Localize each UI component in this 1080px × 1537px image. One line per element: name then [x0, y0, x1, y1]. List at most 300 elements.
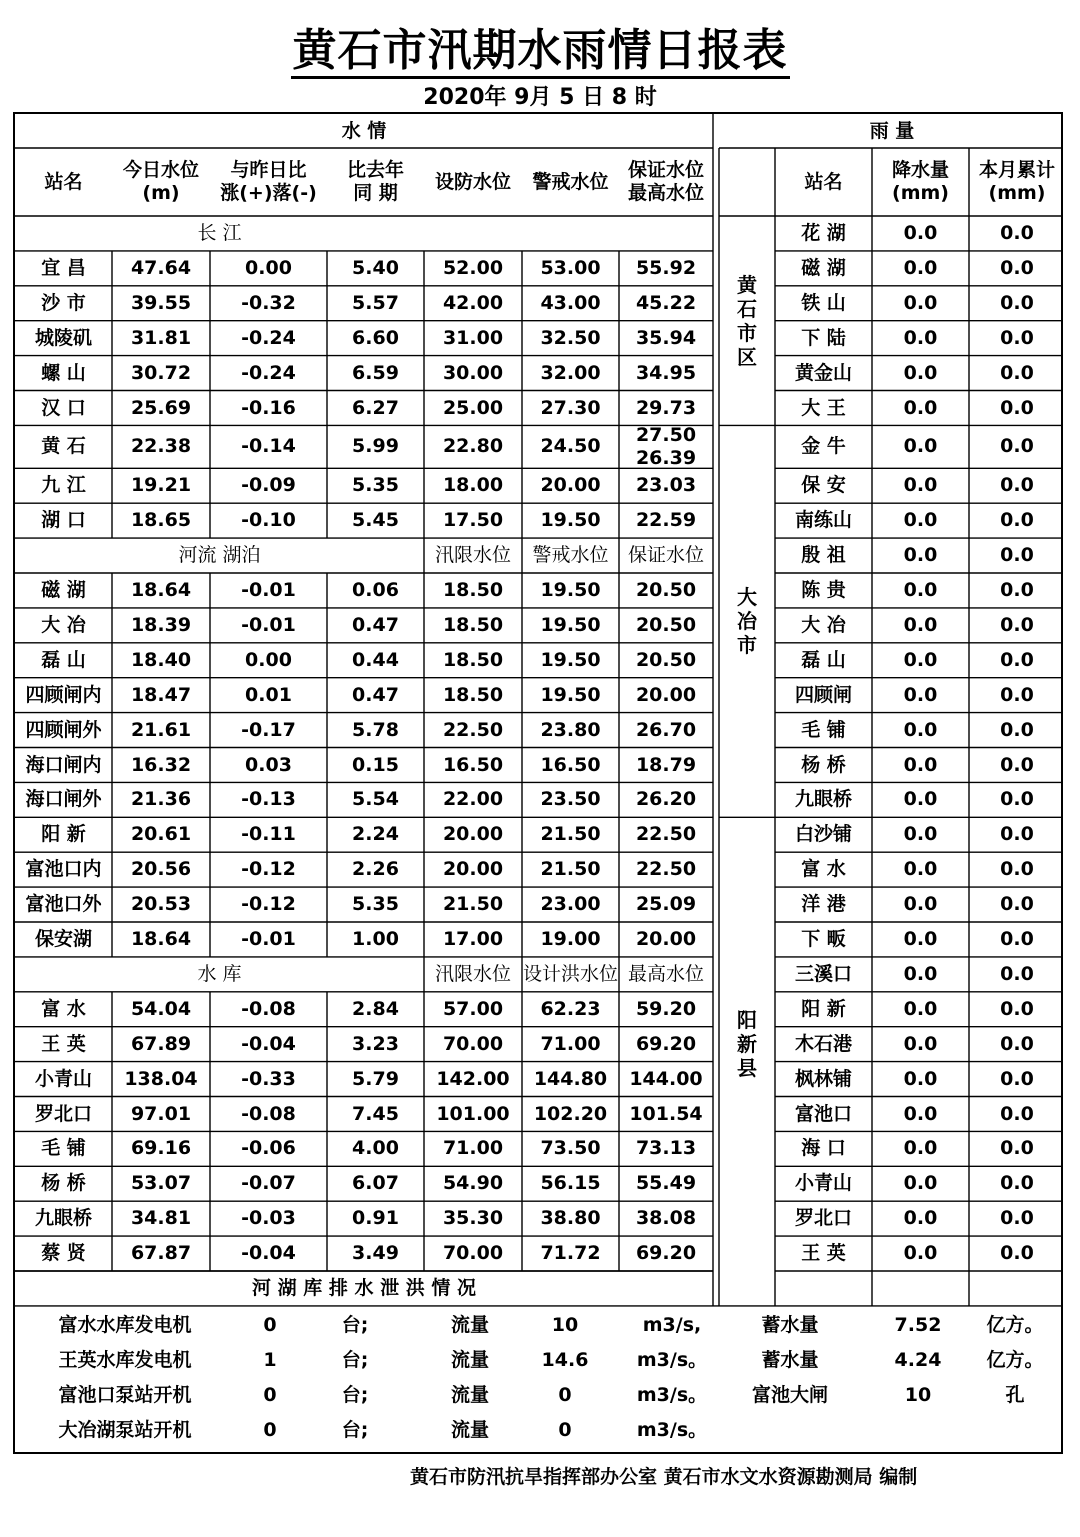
water-value: 1.00 [352, 928, 399, 951]
water-value: 22.38 [130, 435, 192, 458]
water-group-col-header: 汛限水位 [434, 962, 511, 985]
water-value: -0.12 [241, 858, 296, 881]
water-value: 71.72 [540, 1242, 601, 1265]
water-value: 6.07 [352, 1172, 399, 1195]
discharge-value: 0 [558, 1383, 572, 1406]
water-value: -0.24 [241, 326, 296, 349]
rain-value: 0.0 [1000, 1242, 1034, 1265]
water-value: 17.00 [442, 928, 504, 951]
water-col-header: 站名 [44, 170, 83, 193]
water-value: 19.50 [540, 648, 601, 671]
water-value: 16.32 [130, 753, 192, 776]
rain-col-header: 站名 [804, 170, 843, 193]
rain-value: 0.0 [903, 361, 938, 384]
station-name: 宜 昌 [41, 256, 86, 279]
water-value: -0.24 [241, 361, 296, 384]
rain-station-name: 下 畈 [801, 928, 846, 951]
discharge-value: 流量 [450, 1313, 489, 1336]
rain-section-header: 雨 量 [869, 119, 915, 142]
water-value: 19.50 [540, 683, 601, 706]
water-value: 7.45 [352, 1102, 399, 1125]
water-value: 27.30 [540, 396, 601, 419]
rain-station-name: 保 安 [801, 474, 846, 497]
cell-line: 降水量 [891, 159, 949, 182]
water-value: 38.80 [540, 1207, 601, 1230]
cell-line: 27.50 [635, 424, 697, 447]
water-group-label: 长 江 [197, 222, 242, 245]
water-value: 0.06 [352, 579, 399, 602]
water-value: -0.08 [241, 1102, 296, 1125]
water-value: -0.03 [241, 1207, 296, 1230]
rain-value: 0.0 [903, 435, 938, 458]
rain-value: 0.0 [903, 1102, 938, 1125]
water-value: 73.13 [635, 1137, 697, 1160]
rain-station-name: 小青山 [794, 1172, 852, 1195]
rain-station-name: 毛 铺 [801, 718, 846, 741]
discharge-value: 台; [341, 1348, 369, 1371]
water-value: 19.50 [540, 613, 601, 636]
station-name: 海口闸外 [25, 788, 102, 811]
report-title-text: 黄石市汛期水雨情日报表 [291, 25, 790, 79]
water-value: 18.50 [442, 613, 504, 636]
water-value: 20.61 [130, 823, 192, 846]
rain-value: 0.0 [903, 823, 938, 846]
rain-value: 0.0 [1000, 753, 1034, 776]
rain-value: 0.0 [903, 753, 938, 776]
rain-value: 0.0 [1000, 788, 1034, 811]
water-value: 57.00 [442, 997, 504, 1020]
rain-value: 0.0 [1000, 256, 1034, 279]
rain-station-name: 三溪口 [794, 962, 852, 985]
rain-value: 0.0 [1000, 997, 1034, 1020]
rain-station-name: 阳 新 [801, 997, 846, 1020]
water-value: -0.33 [241, 1067, 296, 1090]
water-value: 0.44 [352, 648, 399, 671]
water-value: 0.01 [245, 683, 292, 706]
discharge-value: 蓄水量 [761, 1348, 819, 1371]
water-value: 34.95 [635, 361, 697, 384]
water-value: 18.50 [442, 683, 504, 706]
rain-value: 0.0 [903, 1137, 938, 1160]
water-value: 142.00 [436, 1067, 510, 1090]
region-char: 县 [737, 1056, 757, 1081]
rain-value: 0.0 [1000, 858, 1034, 881]
water-value: 5.40 [352, 256, 399, 279]
rain-value: 0.0 [903, 396, 938, 419]
station-name: 富池口内 [25, 858, 102, 881]
water-value: 3.23 [352, 1032, 399, 1055]
water-value: -0.08 [241, 997, 296, 1020]
cell-line: 与昨日比 [230, 159, 307, 182]
water-value: 0.00 [245, 648, 292, 671]
station-name: 小青山 [34, 1067, 92, 1090]
discharge-value: 王英水库发电机 [58, 1348, 192, 1371]
water-value: 6.27 [352, 396, 399, 419]
station-name: 汉 口 [41, 396, 86, 419]
rain-col-header [969, 148, 1065, 216]
rain-station-name: 金 牛 [801, 435, 846, 458]
water-value: 138.04 [124, 1067, 198, 1090]
cell-line: 最高水位 [627, 182, 704, 204]
water-value: 67.87 [130, 1242, 192, 1265]
discharge-value: 富池口泵站开机 [58, 1383, 192, 1406]
water-value: 20.50 [635, 579, 697, 602]
water-value: -0.04 [241, 1032, 296, 1055]
water-value: -0.01 [241, 928, 296, 951]
water-value: 53.00 [540, 256, 601, 279]
water-value: 70.00 [442, 1032, 504, 1055]
water-col-header [210, 148, 327, 216]
water-value: 0.47 [352, 613, 399, 636]
rain-value: 0.0 [1000, 1137, 1034, 1160]
water-value: 54.90 [442, 1172, 504, 1195]
report-table [13, 112, 1063, 1454]
discharge-value: 7.52 [894, 1313, 942, 1336]
region-char: 大 [737, 585, 757, 610]
rain-station-name: 富池口 [794, 1102, 852, 1125]
discharge-value: 0 [263, 1418, 277, 1441]
region-char: 市 [737, 320, 757, 345]
water-value: 3.49 [352, 1242, 399, 1265]
rain-value: 0.0 [1000, 361, 1034, 384]
water-value: 23.80 [540, 718, 601, 741]
water-value: 21.50 [540, 823, 601, 846]
water-value: 18.50 [442, 579, 504, 602]
water-value: 5.35 [352, 474, 399, 497]
cell-line: 今日水位 [122, 159, 199, 182]
station-name: 富 水 [41, 997, 86, 1020]
cell-line: 涨(+)落(-) [220, 182, 317, 204]
water-value: -0.10 [241, 509, 296, 532]
rain-value: 0.0 [1000, 326, 1034, 349]
station-name: 杨 桥 [41, 1172, 86, 1195]
rain-value: 0.0 [903, 1207, 938, 1230]
water-group-col-header: 保证水位 [627, 544, 704, 567]
rain-value: 0.0 [1000, 435, 1034, 458]
rain-value: 0.0 [903, 858, 938, 881]
rain-value: 0.0 [903, 962, 938, 985]
rain-value: 0.0 [1000, 893, 1034, 916]
water-value: 2.84 [352, 997, 399, 1020]
rain-station-name: 殷 祖 [801, 544, 846, 567]
water-value: -0.16 [241, 396, 296, 419]
discharge-value: 1 [263, 1348, 277, 1371]
station-name: 四顾闸外 [25, 718, 102, 741]
water-value: 6.59 [352, 361, 399, 384]
water-value: 31.81 [130, 326, 192, 349]
discharge-value: m3/s。 [636, 1383, 708, 1406]
rain-value: 0.0 [903, 1032, 938, 1055]
rain-region-label [719, 216, 775, 425]
water-value: 5.78 [352, 718, 399, 741]
rain-station-name: 九眼桥 [794, 788, 852, 811]
water-value: 18.79 [635, 753, 697, 776]
water-value: 25.00 [442, 396, 504, 419]
rain-station-name: 大 王 [801, 396, 846, 419]
rain-value: 0.0 [903, 718, 938, 741]
region-char: 冶 [737, 609, 757, 634]
water-col-header [619, 148, 713, 216]
water-value: -0.11 [241, 823, 296, 846]
rain-station-name: 洋 港 [801, 893, 846, 916]
station-name: 大 冶 [41, 613, 86, 636]
discharge-value: 流量 [450, 1348, 489, 1371]
water-value: 24.50 [540, 435, 601, 458]
water-value: -0.09 [241, 474, 296, 497]
discharge-value: 0 [263, 1383, 277, 1406]
water-value: -0.07 [241, 1172, 296, 1195]
rain-value: 0.0 [903, 509, 938, 532]
water-value: 42.00 [442, 291, 504, 314]
discharge-value: 亿方。 [986, 1348, 1044, 1371]
station-name: 王 英 [41, 1032, 86, 1055]
water-value: -0.12 [241, 893, 296, 916]
water-value: 62.23 [540, 997, 601, 1020]
rain-station-name: 杨 桥 [801, 753, 846, 776]
water-value: 18.65 [130, 509, 192, 532]
water-value: 22.00 [442, 788, 504, 811]
discharge-value: 4.24 [894, 1348, 942, 1371]
water-value: 22.59 [635, 509, 697, 532]
station-name: 阳 新 [41, 823, 86, 846]
water-value: 35.94 [635, 326, 697, 349]
water-value: 22.80 [442, 435, 504, 458]
rain-station-name: 富 水 [801, 858, 846, 881]
station-name: 黄 石 [41, 435, 86, 458]
water-value: 71.00 [442, 1137, 504, 1160]
water-value: 5.35 [352, 893, 399, 916]
water-value: 22.50 [635, 858, 697, 881]
water-value: 70.00 [442, 1242, 504, 1265]
rain-value: 0.0 [1000, 683, 1034, 706]
discharge-value: m3/s, [642, 1313, 702, 1336]
water-value: 0.03 [245, 753, 292, 776]
rain-value: 0.0 [1000, 1207, 1034, 1230]
discharge-value: m3/s。 [636, 1348, 708, 1371]
discharge-value: 10 [551, 1313, 579, 1336]
station-name: 保安湖 [34, 928, 92, 951]
rain-value: 0.0 [903, 893, 938, 916]
water-value: 20.00 [442, 823, 504, 846]
water-value: 18.39 [130, 613, 192, 636]
water-value: 67.89 [130, 1032, 192, 1055]
water-value: 6.60 [352, 326, 399, 349]
rain-value: 0.0 [903, 326, 938, 349]
region-char: 区 [737, 344, 757, 369]
cell-line: (mm) [892, 182, 949, 204]
water-value: 20.50 [635, 613, 697, 636]
water-value: 69.20 [635, 1032, 697, 1055]
region-char: 黄 [737, 272, 757, 297]
water-value: 18.00 [442, 474, 504, 497]
report-title [0, 14, 1080, 78]
station-name: 四顾闸内 [25, 683, 102, 706]
water-value: 38.08 [635, 1207, 697, 1230]
station-name: 城陵矶 [34, 326, 92, 349]
water-value: 20.00 [635, 683, 697, 706]
water-value: -0.17 [241, 718, 296, 741]
rain-value: 0.0 [1000, 396, 1034, 419]
rain-value: 0.0 [903, 579, 938, 602]
rain-station-name: 罗北口 [794, 1207, 852, 1230]
water-value: 4.00 [352, 1137, 399, 1160]
water-value: -0.14 [241, 435, 296, 458]
rain-value: 0.0 [1000, 718, 1034, 741]
discharge-value: 台; [341, 1418, 369, 1441]
water-value: 69.20 [635, 1242, 697, 1265]
rain-value: 0.0 [1000, 1067, 1034, 1090]
rain-value: 0.0 [1000, 1032, 1034, 1055]
discharge-value: 蓄水量 [761, 1313, 819, 1336]
station-name: 磊 山 [41, 648, 86, 671]
water-value: 19.21 [130, 474, 192, 497]
water-value: 54.04 [130, 997, 192, 1020]
water-value: 18.50 [442, 648, 504, 671]
discharge-value: 流量 [450, 1418, 489, 1441]
discharge-value: 14.6 [541, 1348, 589, 1371]
water-value: 20.53 [130, 893, 192, 916]
station-name: 海口闸内 [25, 753, 102, 776]
water-value: 30.00 [442, 361, 504, 384]
rain-station-name: 磊 山 [801, 648, 846, 671]
discharge-value: 台; [341, 1383, 369, 1406]
rain-value: 0.0 [1000, 544, 1034, 567]
water-value: 21.36 [130, 788, 192, 811]
station-name: 螺 山 [41, 361, 86, 384]
water-value [619, 425, 713, 468]
station-name: 湖 口 [41, 509, 86, 532]
water-value: 56.15 [540, 1172, 601, 1195]
station-name: 富池口外 [25, 893, 102, 916]
discharge-value: 10 [904, 1383, 932, 1406]
water-value: 21.50 [442, 893, 504, 916]
cell-line: (m) [142, 182, 180, 204]
rain-station-name: 白沙铺 [794, 823, 852, 846]
water-value: 101.00 [436, 1102, 510, 1125]
water-value: 20.56 [130, 858, 192, 881]
water-value: 35.30 [442, 1207, 504, 1230]
rain-value: 0.0 [903, 683, 938, 706]
water-value: 5.79 [352, 1067, 399, 1090]
water-value: 19.50 [540, 509, 601, 532]
rain-station-name: 陈 贵 [801, 579, 846, 602]
water-value: 69.16 [130, 1137, 192, 1160]
water-value: 32.50 [540, 326, 601, 349]
water-value: 55.49 [635, 1172, 697, 1195]
discharge-value: 亿方。 [986, 1313, 1044, 1336]
rain-station-name: 木石港 [794, 1032, 852, 1055]
water-value: 18.47 [130, 683, 192, 706]
water-value: 0.91 [352, 1207, 399, 1230]
rain-station-name: 大 冶 [801, 613, 846, 636]
water-value: -0.32 [241, 291, 296, 314]
rain-value: 0.0 [903, 544, 938, 567]
water-value: -0.01 [241, 613, 296, 636]
water-value: 5.45 [352, 509, 399, 532]
discharge-value: 富池大闸 [751, 1383, 828, 1406]
rain-station-name: 花 湖 [801, 222, 846, 245]
water-col-header: 设防水位 [434, 170, 511, 193]
rain-value: 0.0 [903, 1067, 938, 1090]
station-name: 磁 湖 [41, 579, 86, 602]
discharge-value: 流量 [450, 1383, 489, 1406]
water-value: 25.09 [635, 893, 697, 916]
water-value: 2.26 [352, 858, 399, 881]
water-value: 19.50 [540, 579, 601, 602]
station-name: 沙 市 [41, 291, 86, 314]
rain-station-name: 王 英 [801, 1242, 846, 1265]
rain-station-name: 四顾闸 [794, 683, 852, 706]
rain-region-label [719, 817, 775, 1271]
cell-line: 同 期 [353, 182, 398, 204]
rain-station-name: 海 口 [801, 1137, 846, 1160]
rain-region-label [719, 425, 775, 817]
rain-value: 0.0 [1000, 1172, 1034, 1195]
rain-value: 0.0 [1000, 509, 1034, 532]
water-value: 73.50 [540, 1137, 601, 1160]
water-value: 20.00 [442, 858, 504, 881]
region-char: 阳 [737, 1008, 757, 1033]
water-value: 22.50 [442, 718, 504, 741]
rain-value: 0.0 [903, 997, 938, 1020]
rain-value: 0.0 [903, 222, 938, 245]
water-group-col-header: 汛限水位 [434, 544, 511, 567]
cell-line: 比去年 [346, 159, 404, 182]
discharge-value: 0 [263, 1313, 277, 1336]
water-value: 59.20 [635, 997, 697, 1020]
water-group-col-header: 最高水位 [627, 962, 704, 985]
water-value: 52.00 [442, 256, 504, 279]
water-value: 0.00 [245, 256, 292, 279]
rain-value: 0.0 [1000, 823, 1034, 846]
rain-value: 0.0 [903, 1172, 938, 1195]
water-value: 47.64 [130, 256, 192, 279]
water-value: 25.69 [130, 396, 192, 419]
water-value: 97.01 [130, 1102, 192, 1125]
rain-station-name: 磁 湖 [801, 256, 846, 279]
water-group-col-header: 设计洪水位 [522, 962, 618, 985]
water-value: 21.61 [130, 718, 192, 741]
station-name: 九 江 [41, 474, 86, 497]
rain-station-name: 铁 山 [801, 291, 846, 314]
water-value: 30.72 [130, 361, 192, 384]
rain-value: 0.0 [1000, 1102, 1034, 1125]
rain-value: 0.0 [903, 788, 938, 811]
discharge-value: m3/s。 [636, 1418, 708, 1441]
rain-station-name: 枫林铺 [794, 1067, 852, 1090]
water-value: 18.40 [130, 648, 192, 671]
water-value: 16.50 [442, 753, 504, 776]
water-value: 43.00 [540, 291, 601, 314]
water-value: 23.50 [540, 788, 601, 811]
water-value: 5.57 [352, 291, 399, 314]
water-value: -0.13 [241, 788, 296, 811]
water-value: -0.06 [241, 1137, 296, 1160]
water-value: 34.81 [130, 1207, 192, 1230]
water-col-header: 警戒水位 [532, 170, 609, 193]
report-footer: 黄石市防汛抗旱指挥部办公室 黄石市水文水资源勘测局 编制 [410, 1466, 918, 1488]
rain-value: 0.0 [903, 613, 938, 636]
discharge-section-header: 河 湖 库 排 水 泄 洪 情 况 [252, 1277, 476, 1300]
water-value: 20.00 [635, 928, 697, 951]
rain-value: 0.0 [1000, 928, 1034, 951]
region-char: 市 [737, 633, 757, 658]
water-value: 144.80 [533, 1067, 608, 1090]
discharge-value: 大冶湖泵站开机 [58, 1418, 192, 1441]
station-name: 九眼桥 [34, 1207, 92, 1230]
water-value: 17.50 [442, 509, 504, 532]
water-value: 53.07 [130, 1172, 192, 1195]
